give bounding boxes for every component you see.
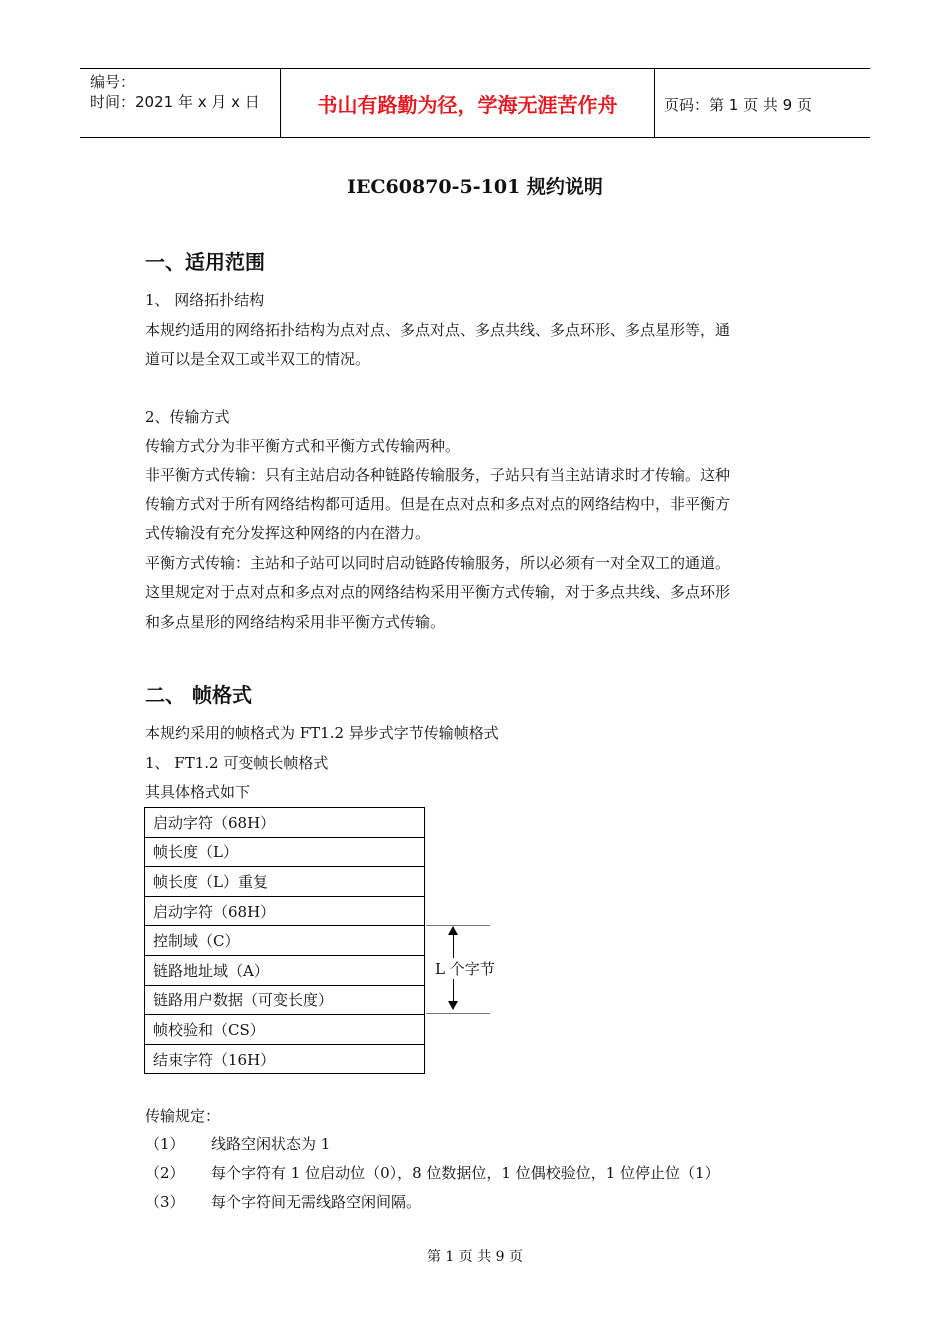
- frame-field: 控制域（C）: [145, 926, 425, 956]
- number-label: 编号：: [90, 73, 136, 91]
- section1-para1-line2: 道可以是全双工或半双工的情况。: [145, 350, 371, 368]
- bracket-top-line: [426, 925, 490, 926]
- table-row: [145, 1015, 425, 1045]
- section1-para3-line2: 传输方式对于所有网络结构都可适用。但是在点对点和多点对点的网络结构中，非平衡方: [145, 495, 731, 513]
- document-title: IEC60870-5-101 规约说明: [347, 176, 603, 198]
- section1-para3-line1: 非平衡方式传输：只有主站启动各种链路传输服务，子站只有当主站请求时才传输。这种: [145, 466, 731, 484]
- table-row: [145, 808, 425, 838]
- list-item: [145, 1130, 330, 1159]
- header-page-info: 页码：第 1 页 共 9 页: [664, 96, 812, 114]
- frame-field: 链路用户数据（可变长度）: [145, 985, 425, 1015]
- section1-para1-line1: 本规约适用的网络拓扑结构为点对点、多点对点、多点共线、多点环形、多点星形等，通: [145, 321, 731, 339]
- rule-number: （1）: [145, 1135, 185, 1153]
- frame-field: 结束字符（16H）: [145, 1044, 425, 1074]
- table-row: [145, 1044, 425, 1074]
- section1-para3-line3: 式传输没有充分发挥这种网络的内在潜力。: [145, 524, 431, 542]
- frame-field: 启动字符（68H）: [145, 896, 425, 926]
- arrow-up-icon: [448, 926, 458, 935]
- frame-field: 链路地址域（A）: [145, 955, 425, 985]
- rule-text: 每个字符间无需线路空闲间隔。: [211, 1193, 422, 1211]
- bracket-label: L 个字节: [435, 960, 495, 978]
- rules-title: 传输规定：: [145, 1107, 221, 1125]
- list-item: [145, 1188, 421, 1217]
- frame-field: 帧长度（L）: [145, 837, 425, 867]
- section1-sub2: 2、传输方式: [145, 408, 230, 426]
- header-slogan: 书山有路勤为径，学海无涯苦作舟: [281, 69, 655, 137]
- rule-number: （2）: [145, 1164, 185, 1182]
- section1-sub1: 1、 网络拓扑结构: [145, 291, 265, 309]
- page-footer: 第 1 页 共 9 页: [426, 1249, 524, 1265]
- header-info-cell: [80, 69, 281, 137]
- table-row: [145, 926, 425, 956]
- section2-heading: 二、 帧格式: [145, 683, 252, 707]
- rule-text: 线路空闲状态为 1: [211, 1135, 331, 1153]
- table-row: [145, 896, 425, 926]
- header-table: [80, 68, 870, 138]
- table-row: [145, 955, 425, 985]
- rule-number: （3）: [145, 1193, 185, 1211]
- frame-field: 帧长度（L）重复: [145, 867, 425, 897]
- table-row: [145, 867, 425, 897]
- section2-sub1: 1、 FT1.2 可变帧长帧格式: [145, 754, 329, 772]
- section2-para1: 本规约采用的帧格式为 FT1.2 异步式字节传输帧格式: [145, 724, 499, 742]
- section1-para2: 传输方式分为非平衡方式和平衡方式传输两种。: [145, 437, 461, 455]
- table-row: [145, 837, 425, 867]
- list-item: [145, 1159, 720, 1188]
- frame-format-table: [144, 807, 425, 1074]
- frame-field: 启动字符（68H）: [145, 808, 425, 838]
- section1-para4-line3: 和多点星形的网络结构采用非平衡方式传输。: [145, 613, 446, 631]
- section2-para2: 其具体格式如下: [145, 783, 251, 801]
- bracket-bottom-line: [426, 1013, 490, 1014]
- frame-field: 帧校验和（CS）: [145, 1015, 425, 1045]
- section1-heading: 一、适用范围: [145, 250, 265, 274]
- table-row: [145, 985, 425, 1015]
- time-label: 时间：2021 年 x 月 x 日: [90, 93, 260, 111]
- arrow-down-icon: [448, 1001, 458, 1010]
- section1-para4-line2: 这里规定对于点对点和多点对点的网络结构采用平衡方式传输，对于多点共线、多点环形: [145, 583, 731, 601]
- rule-text: 每个字符有 1 位启动位（0），8 位数据位，1 位偶校验位，1 位停止位（1）: [211, 1164, 720, 1182]
- section1-para4-line1: 平衡方式传输：主站和子站可以同时启动链路传输服务，所以必须有一对全双工的通道。: [145, 554, 731, 572]
